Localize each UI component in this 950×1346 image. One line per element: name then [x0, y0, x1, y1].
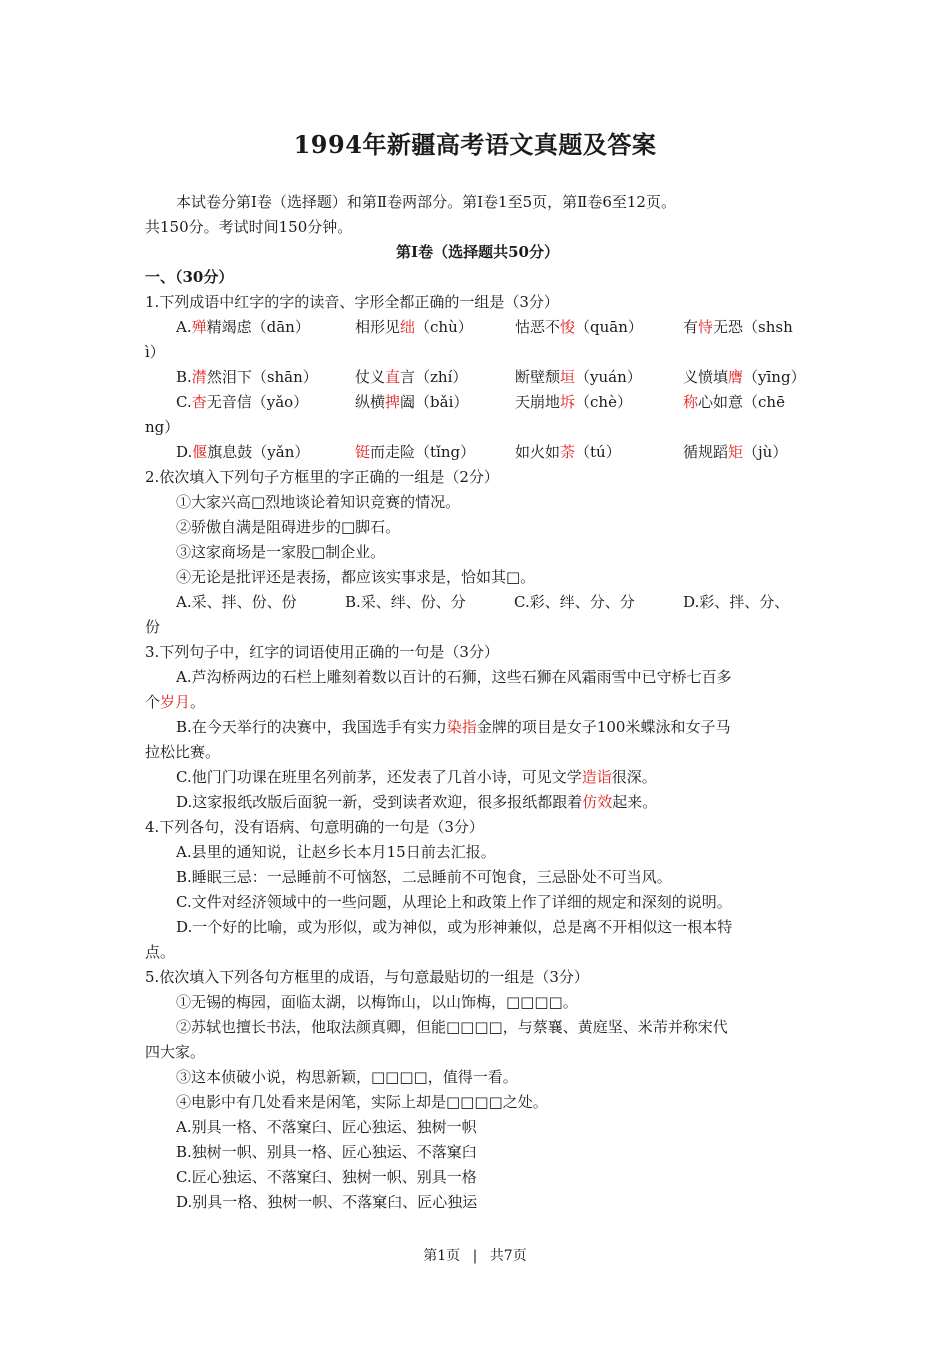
q5-option-c: C.匠心独运、不落窠臼、独树一帜、别具一格: [176, 1168, 477, 1186]
q1-stem: 1.下列成语中红字的字的读音、字形全都正确的一组是（3分）: [145, 293, 559, 311]
page-total: 共7页: [489, 1248, 527, 1264]
q4-stem: 4.下列各句，没有语病、句意明确的一句是（3分）: [145, 818, 484, 836]
document-body: [145, 190, 810, 1215]
q1-c-item2: 纵横捭阖（bǎi）: [355, 393, 469, 411]
q2-option-c: C.彩、绊、分、分: [514, 593, 635, 611]
q2-option-a: A.采、拌、份、份: [176, 593, 297, 611]
q1-c-item1: C.杳无音信（yǎo）: [176, 393, 309, 411]
page-number: 第1页: [423, 1248, 461, 1264]
q1-c-continuation: ng）: [145, 418, 180, 436]
q1-b-item4: 义愤填膺（yīng）: [683, 368, 806, 386]
q1-b-item1: B.潸然泪下（shān）: [176, 368, 318, 386]
q4-option-a: A.县里的通知说，让赵乡长本月15日前去汇报。: [176, 843, 496, 861]
q1-b-item2: 仗义直言（zhí）: [355, 368, 468, 386]
q1-d-item2: 铤而走险（tǐng）: [355, 443, 476, 461]
q2-sentence-4: ④无论是批评还是表扬，都应该实事求是，恰如其□。: [176, 568, 536, 586]
document-title: 1994年新疆高考语文真题及答案: [293, 130, 657, 159]
q5-sentence-4: ④电影中有几处看来是闲笔，实际上却是□□□□之处。: [176, 1093, 548, 1111]
q1-a-item2: 相形见绌（chù）: [355, 318, 473, 336]
q4-option-d-line1: D.一个好的比喻，或为形似，或为神似，或为形神兼似，总是离不开相似这一根本特: [176, 918, 733, 936]
q1-option-d: [145, 440, 810, 465]
q3-option-a-line2: 个岁月。: [145, 693, 206, 711]
q1-b-item3: 断壁颓垣（yuán）: [515, 368, 642, 386]
footer-separator: |: [472, 1248, 478, 1264]
q1-a-item3: 怙恶不悛（quān）: [515, 318, 643, 336]
q5-option-b: B.独树一帜、别具一格、匠心独运、不落窠臼: [176, 1143, 477, 1161]
q3-option-b-line2: 拉松比赛。: [145, 743, 221, 761]
q2-option-b: B.采、绊、份、分: [345, 593, 466, 611]
q5-sentence-2-line2: 四大家。: [145, 1043, 206, 1061]
q4-option-b: B.睡眠三忌：一忌睡前不可恼怒，二忌睡前不可饱食，三忌卧处不可当风。: [176, 868, 672, 886]
q5-sentence-3: ③这本侦破小说，构思新颖，□□□□，值得一看。: [176, 1068, 518, 1086]
q1-d-item4: 循规蹈矩（jù）: [683, 443, 788, 461]
q5-sentence-2-line1: ②苏轼也擅长书法，他取法颜真卿，但能□□□□，与蔡襄、黄庭坚、米芾并称宋代: [176, 1018, 728, 1036]
q3-option-d: D.这家报纸改版后面貌一新，受到读者欢迎，很多报纸都跟着仿效起来。: [176, 793, 658, 811]
q2-option-d-continuation: 份: [145, 618, 161, 636]
q1-option-c: [145, 390, 810, 415]
q1-c-item4: 称心如意（chē: [683, 393, 785, 411]
q1-option-b: [145, 365, 810, 390]
q3-option-b-line1: B.在今天举行的决赛中，我国选手有实力染指金牌的项目是女子100米蝶泳和女子马: [176, 718, 731, 736]
intro-line-2: 共150分。考试时间150分钟。: [145, 218, 353, 236]
q5-option-a: A.别具一格、不落窠臼、匠心独运、独树一帜: [176, 1118, 477, 1136]
q3-option-c: C.他门门功课在班里名列前茅，还发表了几首小诗，可见文学造诣很深。: [176, 768, 657, 786]
q5-stem: 5.依次填入下列各句方框里的成语，与句意最贴切的一组是（3分）: [145, 968, 589, 986]
q4-option-d-line2: 点。: [145, 943, 176, 961]
q3-stem: 3.下列句子中，红字的词语使用正确的一句是（3分）: [145, 643, 499, 661]
section1-heading: 一、（30分）: [145, 268, 234, 286]
part1-heading: 第Ⅰ卷（选择题共50分）: [396, 243, 559, 261]
q1-d-item1: D.偃旗息鼓（yǎn）: [176, 443, 310, 461]
q1-a-continuation: ì）: [145, 343, 165, 361]
page-footer: [0, 1245, 950, 1265]
q2-stem: 2.依次填入下列句子方框里的字正确的一组是（2分）: [145, 468, 499, 486]
q2-sentence-3: ③这家商场是一家股□制企业。: [176, 543, 386, 561]
q1-d-item3: 如火如荼（tú）: [515, 443, 621, 461]
q5-sentence-1: ①无锡的梅园，面临太湖，以梅饰山，以山饰梅，□□□□。: [176, 993, 578, 1011]
q5-option-d: D.别具一格、独树一帜、不落窠臼、匠心独运: [176, 1193, 478, 1211]
q2-sentence-2: ②骄傲自满是阻碍进步的□脚石。: [176, 518, 401, 536]
q1-a-item4: 有恃无恐（shsh: [683, 318, 793, 336]
intro-line-1: 本试卷分第Ⅰ卷（选择题）和第Ⅱ卷两部分。第Ⅰ卷1至5页，第Ⅱ卷6至12页。: [176, 193, 676, 211]
q2-sentence-1: ①大家兴高□烈地谈论着知识竞赛的情况。: [176, 493, 461, 511]
q3-option-a-line1: A.芦沟桥两边的石栏上雕刻着数以百计的石狮，这些石狮在风霜雨雪中已守桥七百多: [176, 668, 732, 686]
q4-option-c: C.文件对经济领域中的一些问题，从理论上和政策上作了详细的规定和深刻的说明。: [176, 893, 732, 911]
q1-c-item3: 天崩地坼（chè）: [515, 393, 632, 411]
q2-options: [145, 590, 810, 615]
q1-a-item1: A.殚精竭虑（dān）: [176, 318, 310, 336]
q1-option-a: [145, 315, 810, 340]
q2-option-d: D.彩、拌、分、: [683, 593, 790, 611]
